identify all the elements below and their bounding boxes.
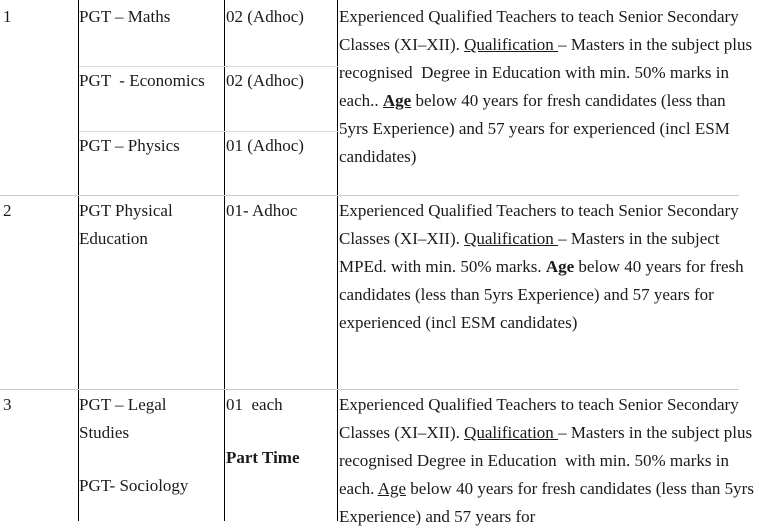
qualification-text: – Masters in the subject MPEd. with min. 50% marks.: [339, 229, 729, 276]
row-3-sno: 3: [3, 395, 12, 414]
desc-intro: Experienced Qualified Teachers to teach Senior Secondary Classes (XI–XII).: [339, 395, 743, 442]
row-1-vacancy-3: 01 (Adhoc): [226, 136, 304, 155]
row-2-sno: 2: [3, 201, 12, 220]
qualification-label: Qualification: [464, 35, 559, 54]
row-1-post-2: PGT - Economics: [79, 71, 205, 90]
qualification-label: Qualification: [464, 423, 559, 442]
row-1-sno: 1: [3, 7, 12, 26]
row-2-vacancy: 01- Adhoc: [226, 201, 298, 220]
row-2-description: [339, 197, 759, 337]
desc-intro: Experienced Qualified Teachers to teach Senior Secondary Classes (XI–XII).: [339, 201, 743, 248]
age-text: below 40 years for fresh candidates (less than 5yrs Experience) and 57 years for experienced (incl ESM candidates): [339, 91, 735, 166]
row-1-post-3: PGT – Physics: [79, 136, 180, 155]
row-1-description: [339, 3, 759, 171]
age-text: below 40 years for fresh candidates (less than 5yrs Experience) and 57 years for experienced (incl ESM candidates): [339, 257, 748, 332]
qualification-text: – Masters in the subject plus recognised Degree in Education with min. 50% marks in each..: [339, 35, 757, 110]
row-3-post-line-2: Studies: [79, 423, 130, 442]
qualification-text: – Masters in the subject plus recognised Degree in Education with min. 50% marks in each.: [339, 423, 757, 498]
row-3-post-line-1: PGT – Legal: [79, 395, 167, 414]
desc-intro: Experienced Qualified Teachers to teach Senior Secondary Classes (XI–XII).: [339, 7, 743, 54]
age-label: Age: [545, 257, 575, 276]
row-divider: [0, 195, 739, 196]
row-2-post-line-2: Education: [79, 229, 148, 248]
row-3-post-line-3: PGT- Sociology: [79, 476, 189, 495]
row-3-vacancy: 01 each: [226, 395, 283, 414]
row-1-vacancy-2: 02 (Adhoc): [226, 71, 304, 90]
age-label: Age: [377, 479, 407, 498]
column-divider: [337, 0, 338, 521]
row-divider: [0, 389, 739, 390]
row-3-description: [339, 391, 759, 531]
column-divider: [224, 0, 225, 521]
row-1-post-1: PGT – Maths: [79, 7, 171, 26]
row-1-vacancy-1: 02 (Adhoc): [226, 7, 304, 26]
age-text: below 40 years for fresh candidates (less than 5yrs Experience) and 57 years for: [339, 479, 759, 526]
row-2-post-line-1: PGT Physical: [79, 201, 173, 220]
row-3-vacancy-note: Part Time: [226, 448, 300, 467]
qualification-label: Qualification: [464, 229, 559, 248]
age-label: Age: [382, 91, 412, 110]
